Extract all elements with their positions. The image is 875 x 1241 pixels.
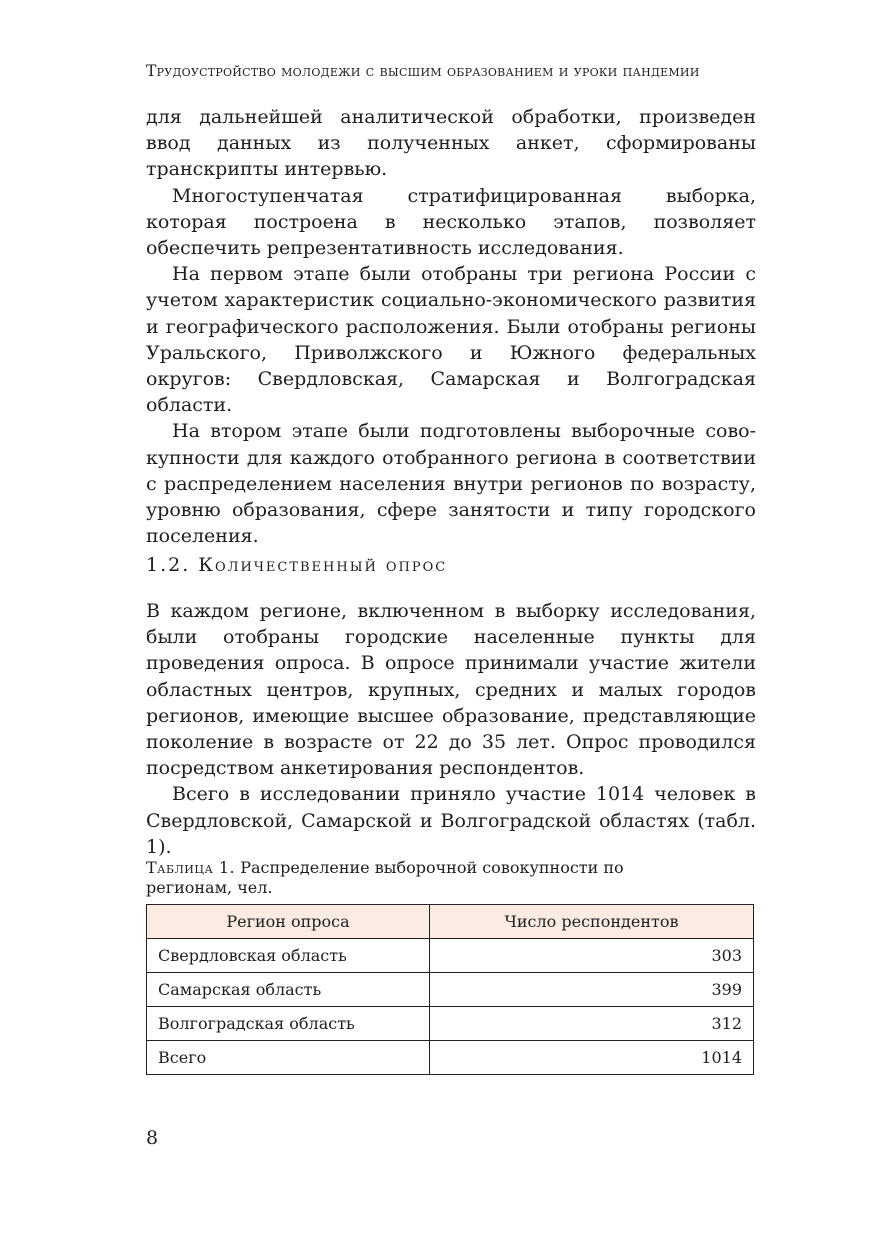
- running-head: Трудоустройство молодежи с высшим образованием и уроки пандемии: [146, 62, 700, 80]
- region-cell: Самарская область: [147, 973, 430, 1007]
- table-header-row: [147, 905, 754, 939]
- table-row: [147, 939, 754, 973]
- table-row: [147, 1007, 754, 1041]
- body-text-section: [146, 598, 756, 860]
- paragraph: На втором этапе были подготовлены выборочные совокупности для каждого отобранного региона в соответствии с распределением населения внутри регионов по возрасту, уровню образования, сфере занятости и типу городского поселения.: [146, 420, 756, 548]
- paragraph: В каждом регионе, включенном в выборку исследования, были отобраны городские населенные пункты для проведения опроса. В опросе принимали участие жители областных центров, крупных, средних и малых городов регионов, имеющие высшее образование, представляющие поколение в возрасте от 22 до 35 лет. Опрос проводился посредством анкетирования респондентов.: [146, 600, 756, 780]
- page-number: 8: [146, 1127, 159, 1149]
- section-heading: 1.2. Количественный опрос: [146, 554, 448, 576]
- table-row-total: [147, 1041, 754, 1075]
- paragraph: Многоступенчатая стратифицированная выборка, которая построена в несколько этапов, позволяет обеспечить репрезентативность исследования.: [146, 184, 756, 260]
- paragraph: Всего в исследовании приняло участие 1014 человек в Свердловской, Самарской и Волгоградской областях (табл. 1).: [146, 783, 756, 858]
- count-cell: 312: [430, 1007, 754, 1041]
- count-cell: 303: [430, 939, 754, 973]
- paragraph: для дальнейшей аналитической обработки, произведен ввод данных из полученных анкет, сформированы транскрипты интервью.: [146, 106, 756, 181]
- header-respondents: Число респондентов: [430, 905, 754, 939]
- table-caption: [146, 858, 706, 898]
- region-cell: Волгоградская область: [147, 1007, 430, 1041]
- region-cell: Свердловская область: [147, 939, 430, 973]
- paragraph: На первом этапе были отобраны три региона России с учетом характеристик социально-экономического развития и географического расположения. Были отобраны регионы Уральского, Приволжского и Южного федеральных округов: Свердловская, Самарская и Волгоградская области.: [146, 263, 756, 417]
- table-caption-label: Таблица 1.: [146, 858, 236, 877]
- respondents-table: [146, 904, 754, 1075]
- region-cell: Всего: [147, 1041, 430, 1075]
- table-row: [147, 973, 754, 1007]
- count-cell: 399: [430, 973, 754, 1007]
- header-region: Регион опроса: [147, 905, 430, 939]
- count-cell: 1014: [430, 1041, 754, 1075]
- table-caption-text: Распределение выборочной совокупности по регионам, чел.: [146, 858, 624, 897]
- body-text-top: [146, 104, 756, 549]
